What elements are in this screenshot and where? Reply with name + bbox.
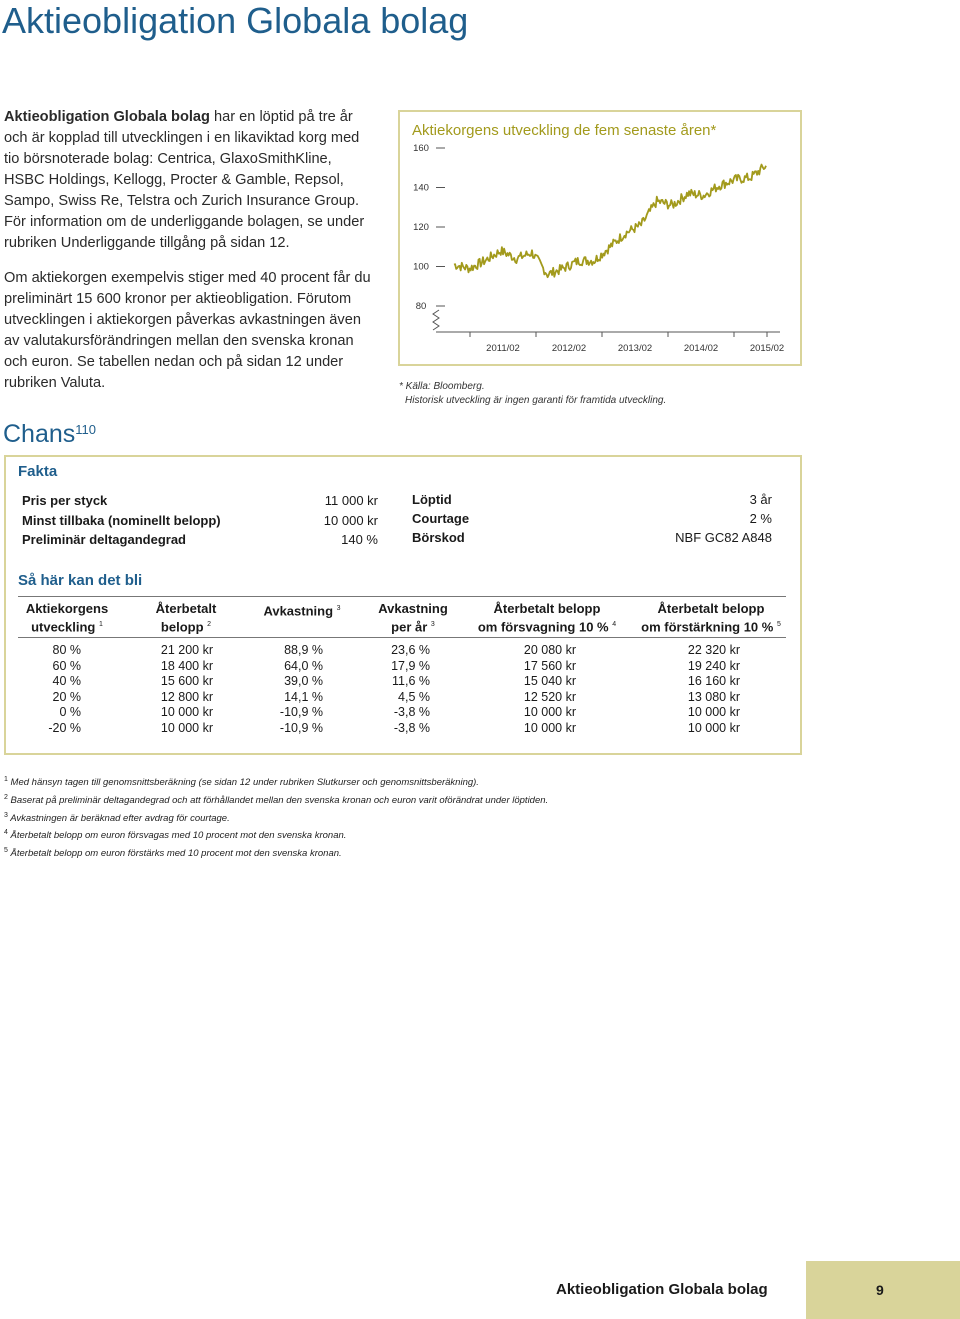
chans-superscript: 110 [75, 422, 96, 437]
column-header-text: Avkastning [263, 603, 334, 619]
table-cell: 15 040 kr [523, 674, 576, 688]
table-cell: 10 000 kr [687, 705, 740, 719]
column-header-line [106, 617, 266, 635]
footnote-number: 1 [4, 776, 8, 783]
column-header-text: per år [391, 619, 428, 635]
table-cell: 12 520 kr [523, 689, 576, 704]
column-header-line: Återbetalt belopp [657, 601, 765, 616]
footnote-ref: 3 [430, 621, 435, 628]
footnote-ref: 2 [207, 621, 212, 628]
fact-row [412, 511, 772, 526]
table-cell: 10 000 kr [687, 720, 740, 735]
table-cell: 60 % [52, 658, 81, 673]
column-header-text: om förstärkning 10 % [641, 619, 774, 635]
footnote-ref: 4 [612, 621, 617, 628]
footnote [4, 809, 548, 827]
column-header [467, 601, 627, 635]
y-tick-label: 80 [415, 301, 427, 312]
table-cell: 22 320 kr [687, 643, 740, 657]
x-tick-label: 2011/02 [486, 343, 520, 354]
y-tick-label: 160 [413, 143, 429, 154]
column-header-line: Aktiekorgens [25, 601, 109, 616]
footnote [4, 773, 548, 791]
chans-heading [3, 420, 96, 449]
footer-title: Aktieobligation Globala bolag [556, 1281, 768, 1298]
column-header-line [467, 617, 627, 635]
fact-value: 140 % [341, 532, 378, 547]
column-header-line: Återbetalt belopp [493, 601, 601, 616]
chans-label: Chans [3, 420, 76, 448]
footnotes [4, 773, 548, 862]
footnote-number: 3 [4, 811, 8, 819]
x-tick-label: 2015/02 [749, 343, 785, 354]
fact-value: 11 000 kr [324, 493, 378, 508]
y-tick-label: 100 [413, 261, 429, 273]
table-cell: 12 800 kr [160, 689, 213, 704]
page-number: 9 [876, 1282, 884, 1298]
table-cell: -10,9 % [279, 720, 323, 735]
column-header-text: utveckling [31, 619, 96, 635]
column-header-line: Avkastning [378, 601, 448, 616]
intro-paragraph-1-rest: har en löptid på tre år och är kopplad till utvecklingen i en likaviktad korg med tio börsnoterade bolag: Centrica, GlaxoSmithKline, HSBC Holdings, Kellogg, Procter & Gamble, Repsol, Sampo, Swiss Re, Telstra och Zurich Insurance Group. För information om de underliggande bolagen, se under rubriken Underliggande tillgång på sidan 12. [4, 109, 365, 251]
table-cell: 39,0 % [284, 674, 323, 688]
fact-label: Löptid [412, 492, 452, 507]
source-line: * Källa: Bloomberg. [399, 381, 485, 392]
table-cell: 17,9 % [391, 658, 430, 673]
intro-text [4, 107, 376, 408]
fact-label: Börskod [412, 530, 465, 545]
table-cell: 15 600 kr [160, 674, 213, 688]
column-header-text: om försvagning 10 % [477, 619, 609, 635]
chart-source [399, 380, 666, 408]
table-cell: 10 000 kr [160, 720, 213, 735]
table-cell: 40 % [52, 674, 81, 688]
table-cell: 10 000 kr [523, 720, 576, 735]
table-cell: -20 % [48, 720, 81, 735]
table-cell: 16 160 kr [687, 674, 740, 688]
disclaimer-line: Historisk utveckling är ingen garanti för framtida utveckling. [405, 395, 667, 406]
y-tick-label: 120 [413, 222, 429, 233]
table-cell: 88,9 % [284, 643, 323, 657]
footnote-text: Avkastningen är beräknad efter avdrag för courtage. [10, 812, 230, 824]
footnote [4, 826, 548, 844]
performance-chart [398, 110, 802, 366]
footnote-text: Baserat på preliminär deltagandegrad och att förhållandet mellan den svenska kronan och euron varit oförändrat under löptiden. [10, 794, 549, 806]
footnote-text: Återbetalt belopp om euron förstärks med 10 procent mot den svenska kronan. [10, 848, 342, 860]
x-tick-label: 2013/02 [617, 343, 653, 354]
table-cell: -3,8 % [393, 705, 430, 719]
footnote-text: Med hänsyn tagen till genomsnittsberäkning (se sidan 12 under rubriken Slutkurser och genomsnittsberäkning). [10, 777, 479, 789]
column-header-line: Återbetalt [155, 601, 217, 616]
intro-product-name: Aktieobligation Globala bolag [4, 109, 210, 125]
x-tick-label: 2012/02 [551, 343, 587, 354]
table-cell: 64,0 % [284, 658, 323, 673]
table-cell: 18 400 kr [160, 658, 213, 673]
fact-label: Courtage [412, 511, 470, 526]
footnote [4, 791, 548, 809]
footnote-number: 2 [4, 793, 8, 801]
column-header-line [631, 617, 791, 635]
table-cell: 13 080 kr [687, 689, 740, 704]
table-cell: 10 000 kr [523, 705, 576, 719]
table-cell: 20 % [52, 689, 81, 704]
fact-label: Preliminär deltagandegrad [22, 532, 186, 547]
table-cell: 4,5 % [398, 689, 430, 704]
table-cell: 10 000 kr [160, 705, 213, 719]
table-cell: 20 080 kr [523, 643, 576, 657]
table-cell: -3,8 % [393, 720, 430, 735]
fact-value: 3 år [749, 492, 772, 507]
table-top-rule [18, 596, 786, 597]
footnote-number: 4 [4, 829, 8, 837]
table-cell: 21 200 kr [160, 643, 213, 657]
column-header [631, 601, 791, 635]
footnote-ref: 1 [99, 621, 103, 628]
intro-paragraph-2: Om aktiekorgen exempelvis stiger med 40 procent får du preliminärt 15 600 kronor per aktieobligation. Förutom utvecklingen i aktiekorgen påverkas avkastningen även av valutakursförändringen mellan den svenska kronan och euron. Se tabellen nedan och på sidan 12 under rubriken Valuta. [4, 270, 371, 391]
fact-label: Minst tillbaka (nominellt belopp) [22, 513, 221, 528]
fact-value: 2 % [749, 511, 772, 526]
table-cell: 19 240 kr [687, 658, 740, 673]
table-header-rule [18, 637, 786, 638]
y-tick-label: 140 [413, 182, 429, 194]
footnote-number: 5 [4, 847, 8, 854]
series-line [454, 165, 766, 278]
fact-row [412, 530, 772, 545]
fact-row [22, 493, 378, 508]
scenario-heading: Så här kan det bli [18, 572, 143, 589]
table-cell: 80 % [52, 643, 81, 657]
fact-row [412, 492, 772, 507]
fact-value: NBF GC82 A848 [675, 530, 772, 545]
footnote [4, 844, 548, 862]
page-title: Aktieobligation Globala bolag [2, 0, 469, 41]
table-cell: 23,6 % [391, 643, 430, 657]
footnote-text: Återbetalt belopp om euron försvagas med 10 procent mot den svenska kronan. [10, 830, 347, 842]
table-cell: 14,1 % [284, 689, 323, 704]
x-tick-label: 2014/02 [683, 343, 719, 354]
table-cell: 0 % [59, 705, 81, 719]
fact-value: 10 000 kr [323, 513, 378, 528]
table-cell: 17 560 kr [523, 658, 576, 673]
fact-row [22, 513, 378, 528]
footnote-ref: 3 [336, 605, 341, 612]
fact-row [22, 532, 378, 547]
chart-title: Aktiekorgens utveckling de fem senaste åren* [412, 122, 717, 139]
table-cell: 11,6 % [392, 674, 430, 688]
footnote-ref: 5 [776, 621, 781, 628]
column-header-text: belopp [160, 619, 204, 635]
axis-break [433, 310, 439, 330]
table-cell: -10,9 % [279, 705, 323, 719]
fakta-heading: Fakta [18, 463, 58, 480]
intro-paragraph-1 [4, 107, 376, 254]
fact-label: Pris per styck [22, 493, 108, 508]
